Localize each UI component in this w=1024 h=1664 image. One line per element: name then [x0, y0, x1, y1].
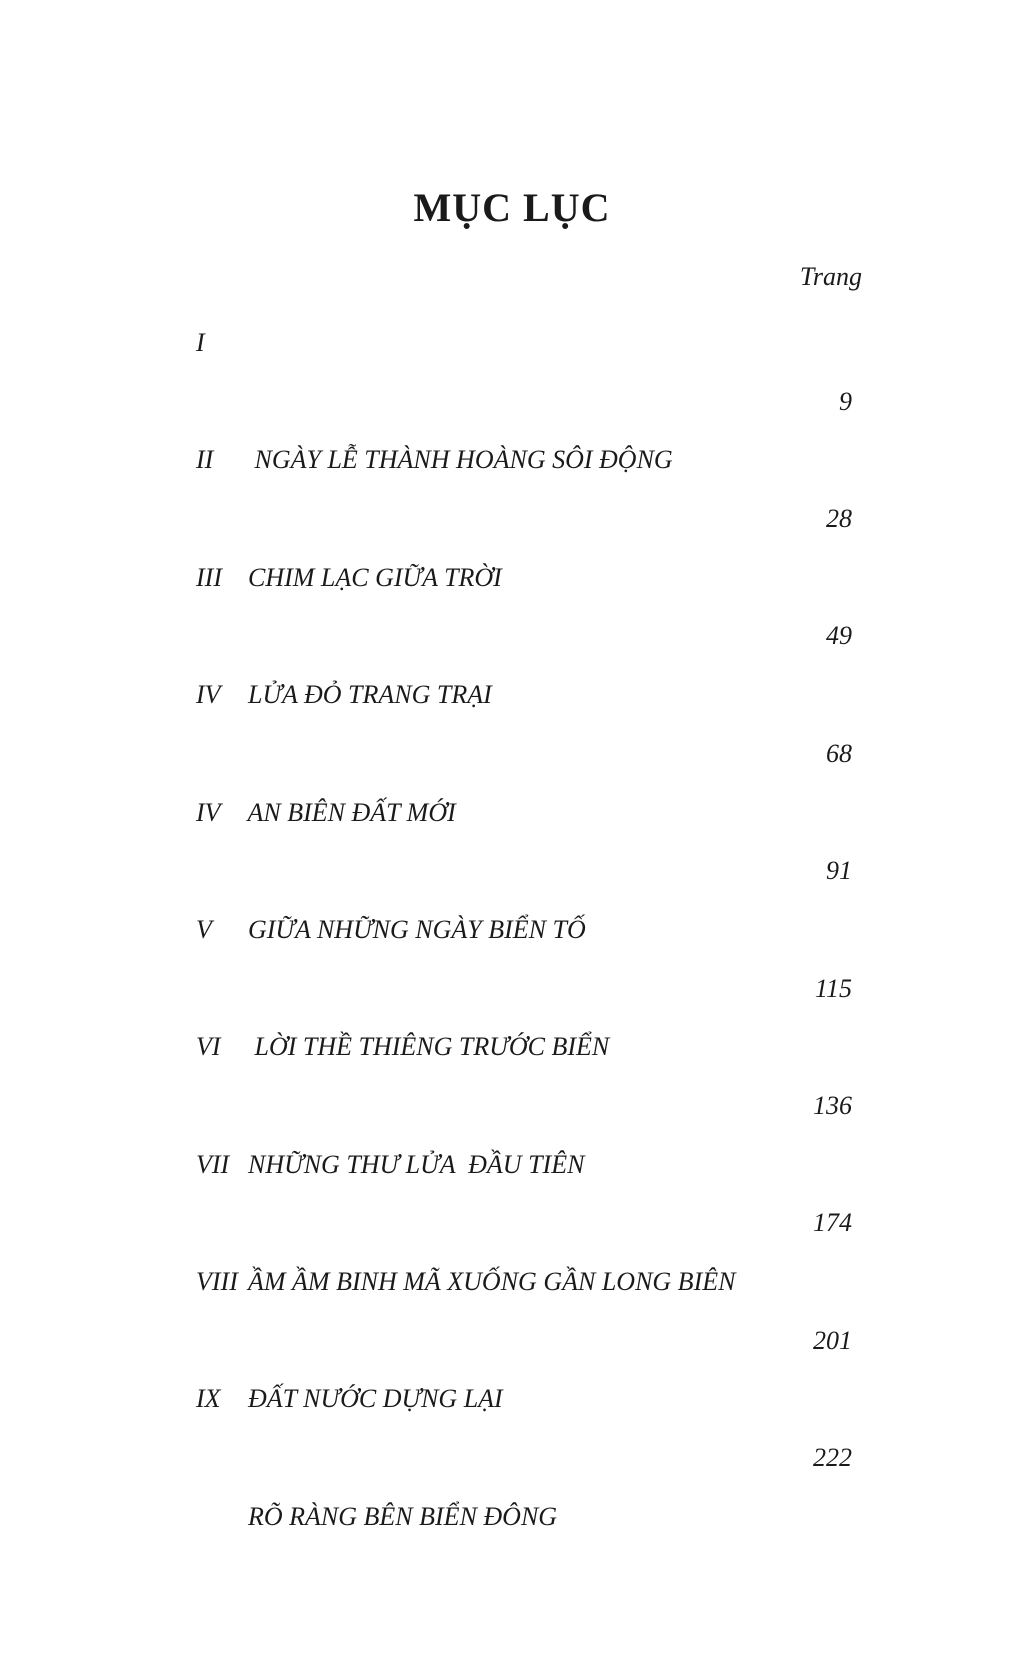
chapter-title: LỬA ĐỎ TRANG TRẠI: [248, 680, 492, 710]
chapter-page-number: 68: [826, 738, 852, 768]
chapter-number: IV: [196, 797, 221, 827]
chapter-number: VIII: [196, 1267, 238, 1296]
chapter-number: V: [196, 914, 212, 944]
chapter-title: AN BIÊN ĐẤT MỚI: [247, 797, 456, 827]
chapter-number: III: [196, 562, 222, 592]
chapter-number: I: [196, 328, 205, 357]
chapter-title: ĐẤT NƯỚC DỰNG LẠI: [248, 1384, 503, 1414]
chapter-number: II: [196, 445, 214, 475]
chapter-title-row[interactable]: [196, 842, 852, 944]
chapter-page-number: 91: [826, 856, 852, 886]
chapter-title-row[interactable]: [196, 1429, 852, 1531]
chapter-title: GIỮA NHỮNG NGÀY BIỂN TỐ: [248, 914, 586, 944]
chapter-page-number: 201: [813, 1325, 852, 1355]
chapter-page-number: 222: [813, 1443, 852, 1473]
toc-entry: [196, 666, 852, 827]
page-column-header: Trang: [799, 262, 862, 291]
chapter-title: CHIM LẠC GIỮA TRỜI: [248, 562, 502, 592]
chapter-title: NHỮNG THƯ LỬA ĐẦU TIÊN: [248, 1149, 585, 1179]
toc-entry: [196, 784, 852, 944]
chapter-number: VII: [196, 1149, 230, 1179]
toc-list: [196, 314, 852, 1531]
chapter-page-number: 28: [826, 504, 852, 534]
chapter-page-number: 174: [813, 1208, 852, 1238]
chapter-page-number: 115: [814, 973, 852, 1003]
chapter-title: RÕ RÀNG BÊN BIỂN ĐÔNG: [248, 1501, 558, 1531]
chapter-title: LỜI THỀ THIÊNG TRƯỚC BIỂN: [248, 1032, 610, 1062]
chapter-number: IV: [196, 680, 221, 710]
chapter-title: NGÀY LỄ THÀNH HOÀNG SÔI ĐỘNG: [248, 445, 673, 475]
chapter-number: VI: [196, 1032, 221, 1062]
chapter-page-number: 9: [839, 386, 852, 416]
chapter-page-number: 136: [813, 1090, 852, 1120]
chapter-title: ẦM ẦM BINH MÃ XUỐNG GẦN LONG BIÊN: [248, 1267, 736, 1297]
chapter-page-number: 49: [826, 621, 852, 651]
page-title: MỤC LỤC: [413, 185, 611, 230]
toc-entry: [196, 1370, 852, 1531]
chapter-number: IX: [196, 1384, 221, 1414]
